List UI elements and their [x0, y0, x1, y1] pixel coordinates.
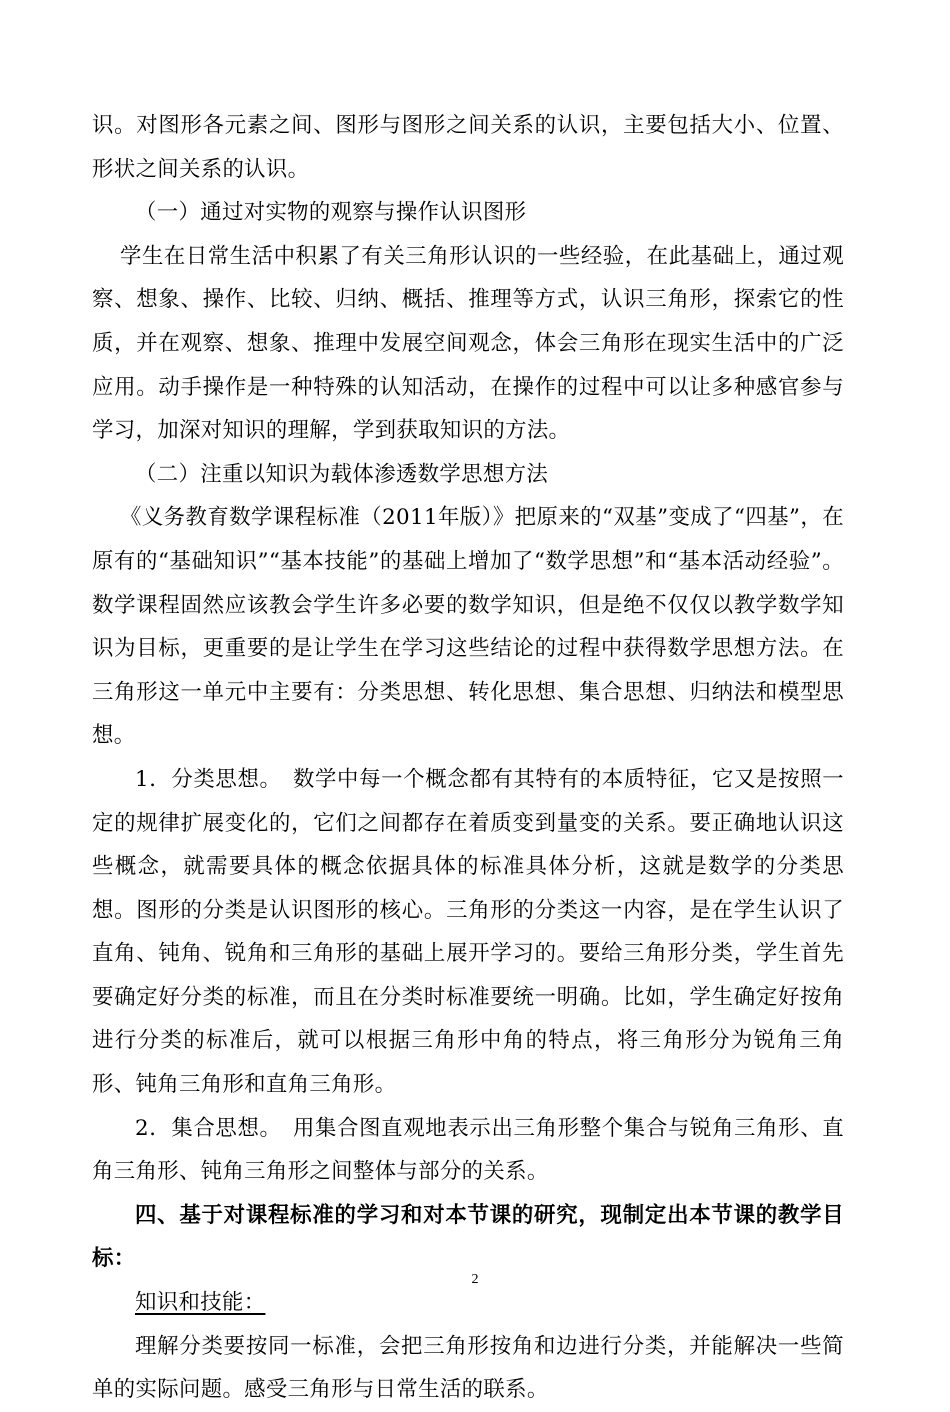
page-number: 2: [471, 1272, 479, 1287]
paragraph-knowledge-goal: 理解分类要按同一标准，会把三角形按角和边进行分类，并能解决一些简单的实际问题。感受三角形与日常生活的联系。: [92, 1333, 844, 1403]
paragraph-classification-thinking: 1．分类思想。 数学中每一个概念都有其特有的本质特征，它又是按照一定的规律扩展变化的，它们之间都存在着质变到量变的关系。要正确地认识这些概念，就需要具体的概念依据具体的标准具体分析，这就是数学的分类思想。图形的分类是认识图形的核心。三角形的分类这一内容，是在学生认识了直角、钝角、锐角和三角形的基础上展开学习的。要给三角形分类，学生首先要确定好分类的标准，而且在分类时标准要统一明确。比如，学生确定好按角进行分类的标准后，就可以根据三角形中角的特点，将三角形分为锐角三角形、钝角三角形和直角三角形。: [92, 766, 844, 1098]
subheading-math-thinking: （二）注重以知识为载体渗透数学思想方法: [135, 461, 549, 487]
paragraph-curriculum-standard: 《义务教育数学课程标准（2011年版）》把原来的“双基”变成了“四基”，在原有的“基础知识”“基本技能”的基础上增加了“数学思想”和“基本活动经验”。数学课程固然应该教会学生许多必要的数学知识，但是绝不仅仅以教学数学知识为目标，更重要的是让学生在学习这些结论的过程中获得数学思想方法。在三角形这一单元中主要有：分类思想、转化思想、集合思想、归纳法和模型思想。: [92, 505, 844, 749]
document-body: [92, 104, 844, 1412]
section-heading-teaching-goals: 四、基于对课程标准的学习和对本节课的研究，现制定出本节课的教学目标：: [92, 1202, 844, 1272]
paragraph-set-thinking: 2．集合思想。 用集合图直观地表示出三角形整个集合与锐角三角形、直角三角形、钝角三角形之间整体与部分的关系。: [92, 1115, 844, 1185]
paragraph-continuation: 识。对图形各元素之间、图形与图形之间关系的认识，主要包括大小、位置、形状之间关系的认识。: [92, 113, 844, 182]
paragraph-observation: 学生在日常生活中积累了有关三角形认识的一些经验，在此基础上，通过观察、想象、操作、比较、归纳、概括、推理等方式，认识三角形，探索它的性质，并在观察、想象、推理中发展空间观念，体会三角形在现实生活中的广泛应用。动手操作是一种特殊的认知活动，在操作的过程中可以让多种感官参与学习，加深对知识的理解，学到获取知识的方法。: [92, 243, 844, 444]
subheading-observation: （一）通过对实物的观察与操作认识图形: [135, 200, 527, 226]
knowledge-skills-label: 知识和技能：: [135, 1290, 266, 1316]
